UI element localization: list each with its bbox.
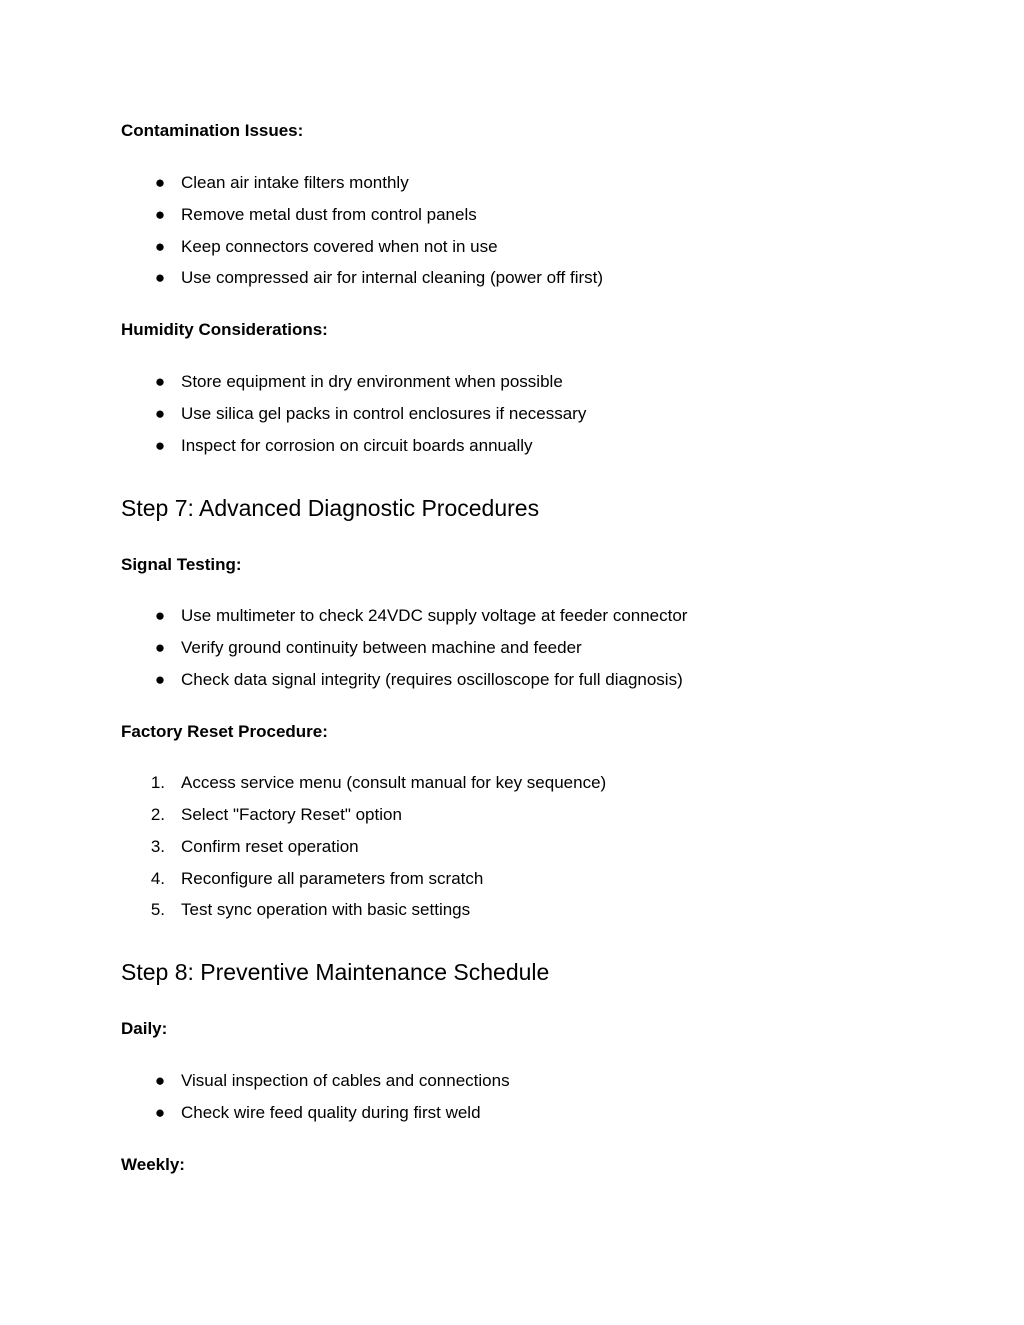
- bullet-icon: ●: [154, 436, 166, 455]
- signal-testing-heading: Signal Testing:: [121, 555, 242, 574]
- list-number: 5.: [150, 900, 165, 919]
- humidity-heading: Humidity Considerations:: [121, 320, 328, 339]
- weekly-heading: Weekly:: [121, 1155, 185, 1174]
- daily-heading: Daily:: [121, 1019, 168, 1038]
- bullet-icon: ●: [154, 372, 166, 391]
- list-number: 1.: [150, 773, 165, 792]
- list-number: 2.: [150, 805, 165, 824]
- step8-title: Step 8: Preventive Maintenance Schedule: [121, 959, 550, 985]
- bullet-icon: ●: [154, 404, 166, 423]
- bullet-icon: ●: [154, 205, 166, 224]
- bullet-icon: ●: [154, 670, 166, 689]
- bullet-icon: ●: [154, 1071, 166, 1090]
- bullet-icon: ●: [154, 638, 166, 657]
- bullet-icon: ●: [154, 173, 166, 192]
- list-number: 4.: [150, 869, 165, 888]
- bullet-icon: ●: [154, 606, 166, 625]
- list-number: 3.: [150, 837, 165, 856]
- bullet-icon: ●: [154, 237, 166, 256]
- factory-reset-heading: Factory Reset Procedure:: [121, 722, 328, 741]
- step7-title: Step 7: Advanced Diagnostic Procedures: [121, 495, 540, 521]
- bullet-icon: ●: [154, 268, 166, 287]
- contamination-heading: Contamination Issues:: [121, 121, 304, 140]
- bullet-icon: ●: [154, 1103, 166, 1122]
